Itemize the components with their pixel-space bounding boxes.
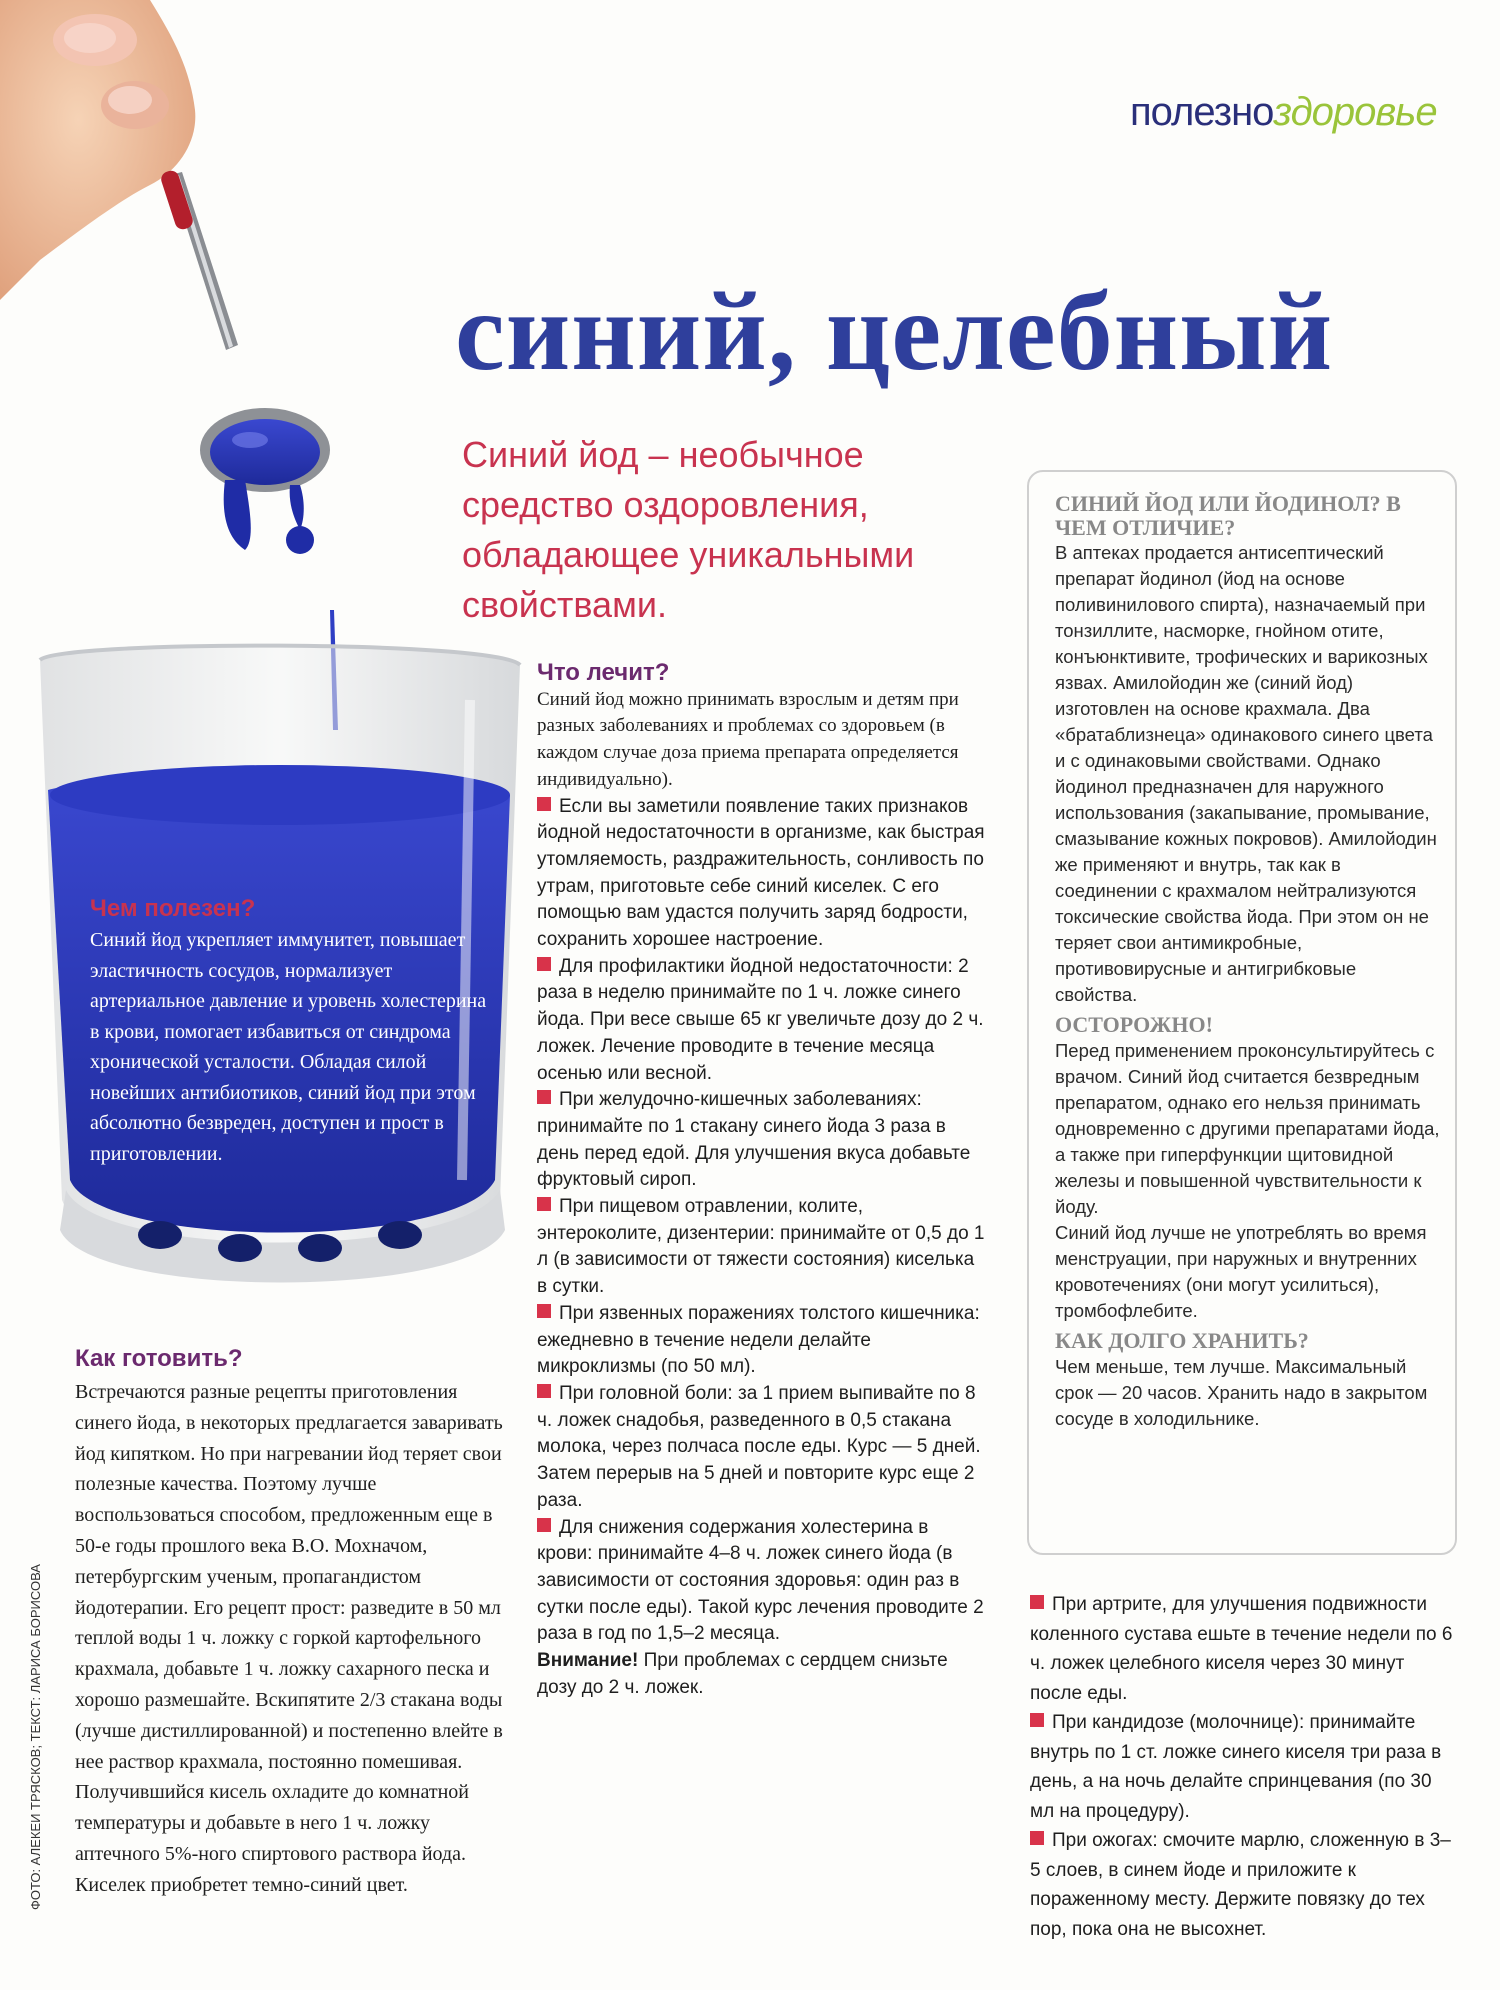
- bullet-marker: [537, 1197, 551, 1211]
- warning-label: Внимание!: [537, 1650, 639, 1672]
- treats-item: [537, 1301, 987, 1381]
- bullet-marker: [537, 1090, 551, 1104]
- benefits-text: Синий йод укрепляет иммунитет, повышает эластичность сосудов, нормализует артериальное давление и уровень холестерина в крови, помогает избавиться от синдрома хронической усталости. Обладая силой новейших антибиотиков, синий йод при этом абсолютно безвреден, доступен и прост в приготовлении.: [90, 929, 487, 1165]
- sidebar-heading-caution: ОСТОРОЖНО!: [1055, 1012, 1213, 1037]
- benefits-block: [90, 895, 500, 1169]
- bullet-marker: [537, 957, 551, 971]
- prepare-block: [75, 1345, 505, 1901]
- hand-illustration: [0, 0, 195, 300]
- sidebar-text-difference: В аптеках продается антисептический препарат йодинол (йод на основе поливинилового спирта), назначаемый при тонзиллите, насморке, гнойном отите, конъюнктивите, трофических и варикозных язвах. Амилойодин же (синий йод) изготовлен на основе крахмала. Два «братаблизнеца» одинакового синего цвета и с одинаковыми свойствами. Однако йодинол предназначен для наружного использования (закапывание, промывание, смазывание кожных покровов). Амилойодин же применяют и внутрь, так как в соединении с крахмалом нейтрализуются токсические свойства йода. При этом он не теряет свои антимикробные, противовирусные и антигрибковые свойства.: [1055, 542, 1437, 1005]
- bullet-marker: [537, 1518, 551, 1532]
- treats-item: [537, 1515, 987, 1649]
- bullet-marker: [537, 1384, 551, 1398]
- treats-item: [537, 794, 987, 954]
- bullet-marker: [1030, 1595, 1044, 1609]
- bullet-marker: [537, 1304, 551, 1318]
- treats-item: [537, 1194, 987, 1301]
- photo-text-credit: ФОТО: АЛЕКЕИ ТРЯСКОВ; ТЕКСТ: ЛАРИСА БОРИСОВА: [28, 1564, 43, 1910]
- treats-item-text: Для снижения содержания холестерина в крови: принимайте 4–8 ч. ложек синего йода (в зависимости от состояния здоровья: один раз в сутки после еды). Такой курс лечения проводите 2 раза в год по 1,5–2 месяца.: [537, 1516, 984, 1645]
- article-lead: Синий йод – необычное средство оздоровления, обладающее уникальными свойствами.: [462, 434, 915, 625]
- sidebar-text-caution-2: Синий йод лучше не употреблять во время менструации, при наружных и внутренних кровотечениях (они могут усилиться), тромбофлебите.: [1055, 1222, 1427, 1321]
- warning-text: При проблемах с сердцем снизьте дозу до 2 ч. ложек.: [537, 1650, 948, 1698]
- treats-item: [537, 954, 987, 1088]
- benefits-heading: Чем полезен?: [90, 895, 256, 922]
- extra-item-text: При кандидозе (молочнице): принимайте внутрь по 1 ст. ложке синего киселя три раза в день, а на ночь делайте спринцевания (по 30 мл на процедуру).: [1030, 1712, 1442, 1822]
- sidebar-box: [1027, 470, 1457, 1555]
- section-header: [1130, 90, 1437, 135]
- extra-item-text: При ожогах: смочите марлю, сложенную в 3–5 слоев, в синем йоде и приложите к пораженному месту. Держите повязку до тех пор, пока она не высохнет.: [1030, 1830, 1451, 1940]
- treats-warning: [537, 1648, 987, 1701]
- sidebar-text-storage: Чем меньше, тем лучше. Максимальный срок — 20 часов. Хранить надо в закрытом сосуде в холодильнике.: [1055, 1356, 1428, 1429]
- treats-item-text: При головной боли: за 1 прием выпивайте по 8 ч. ложек снадобья, разведенного в 0,5 стакана молока, через полчаса после еды. Курс — 5 дней. Затем перерыв на 5 дней и повторите курс еще 2 раза.: [537, 1382, 981, 1511]
- extra-block: [1030, 1590, 1460, 1944]
- section-label-part1: полезно: [1130, 90, 1274, 134]
- sidebar-heading-difference: СИНИЙ ЙОД ИЛИ ЙОДИНОЛ? В ЧЕМ ОТЛИЧИЕ?: [1055, 491, 1401, 540]
- sidebar-text-caution: Перед применением проконсультируйтесь с врачом. Синий йод считается безвредным препаратом, однако его нельзя принимать одновременно с другими препаратами йода, а также при гиперфункции щитовидной железы и повышенной чувствительности к йоду.: [1055, 1040, 1440, 1217]
- bullet-marker: [1030, 1713, 1044, 1727]
- extra-item-text: При артрите, для улучшения подвижности коленного сустава ешьте в течение недели по 6 ч. ложек целебного киселя через 30 минут после еды.: [1030, 1594, 1453, 1704]
- treats-item-text: Если вы заметили появление таких признаков йодной недостаточности в организме, как быстрая утомляемость, раздражительность, сонливость по утрам, приготовьте себе синий киселек. С его помощью вам удастся получить заряд бодрости, сохранить хорошее настроение.: [537, 795, 985, 951]
- treats-intro: Синий йод можно принимать взрослым и детям при разных заболеваниях и проблемах со здоровьем (в каждом случае доза приема препарата определяется индивидуально).: [537, 688, 959, 790]
- treats-item-text: При язвенных поражениях толстого кишечника: ежедневно в течение недели делайте микроклизмы (по 50 мл).: [537, 1302, 980, 1378]
- treats-item-text: При желудочно-кишечных заболеваниях: принимайте по 1 стакану синего йода 3 раза в день перед едой. Для улучшения вкуса добавьте фруктовый сироп.: [537, 1089, 971, 1191]
- sidebar-heading-storage: КАК ДОЛГО ХРАНИТЬ?: [1055, 1328, 1309, 1353]
- treats-heading: Что лечит?: [537, 659, 670, 686]
- treats-item: [537, 1381, 987, 1515]
- treats-item-text: При пищевом отравлении, колите, энтероколите, дизентерии: принимайте от 0,5 до 1 л (в зависимости от тяжести состояния) киселька в сутки.: [537, 1196, 985, 1298]
- treats-item-text: Для профилактики йодной недостаточности: 2 раза в неделю принимайте по 1 ч. ложке синего йода. При весе свыше 65 кг увеличьте дозу до 2 ч. ложек. Лечение проводите в течение месяца осенью или весной.: [537, 955, 984, 1084]
- prepare-heading: Как готовить?: [75, 1345, 243, 1372]
- treats-block: [537, 660, 987, 1701]
- section-label-part2: здоровье: [1273, 90, 1437, 134]
- extra-item: [1030, 1826, 1460, 1944]
- bullet-marker: [537, 797, 551, 811]
- article-title: синий, целебный: [455, 270, 1334, 394]
- prepare-text: Встречаются разные рецепты приготовления синего йода, в некоторых предлагается заваривать йод кипятком. Но при нагревании йод теряет свои полезные качества. Поэтому лучше воспользоваться способом, предложенным еще в 50-е годы прошлого века В.О. Мохначом, петербургским ученым, пропагандистом йодотерапии. Его рецепт прост: разведите в 50 мл теплой воды 1 ч. ложку с горкой картофельного крахмала, добавьте 1 ч. ложку сахарного песка и хорошо размешайте. Вскипятите 2/3 стакана воды (лучше дистиллированной) и постепенно влейте в нее раствор крахмала, постоянно помешивая. Получившийся кисель охладите до комнатной температуры и добавьте в него 1 ч. ложку аптечного 5%-ного спиртового раствора йода. Киселек приобретет темно-синий цвет.: [75, 1381, 503, 1896]
- extra-item: [1030, 1590, 1460, 1708]
- treats-item: [537, 1087, 987, 1194]
- extra-item: [1030, 1708, 1460, 1826]
- bullet-marker: [1030, 1831, 1044, 1845]
